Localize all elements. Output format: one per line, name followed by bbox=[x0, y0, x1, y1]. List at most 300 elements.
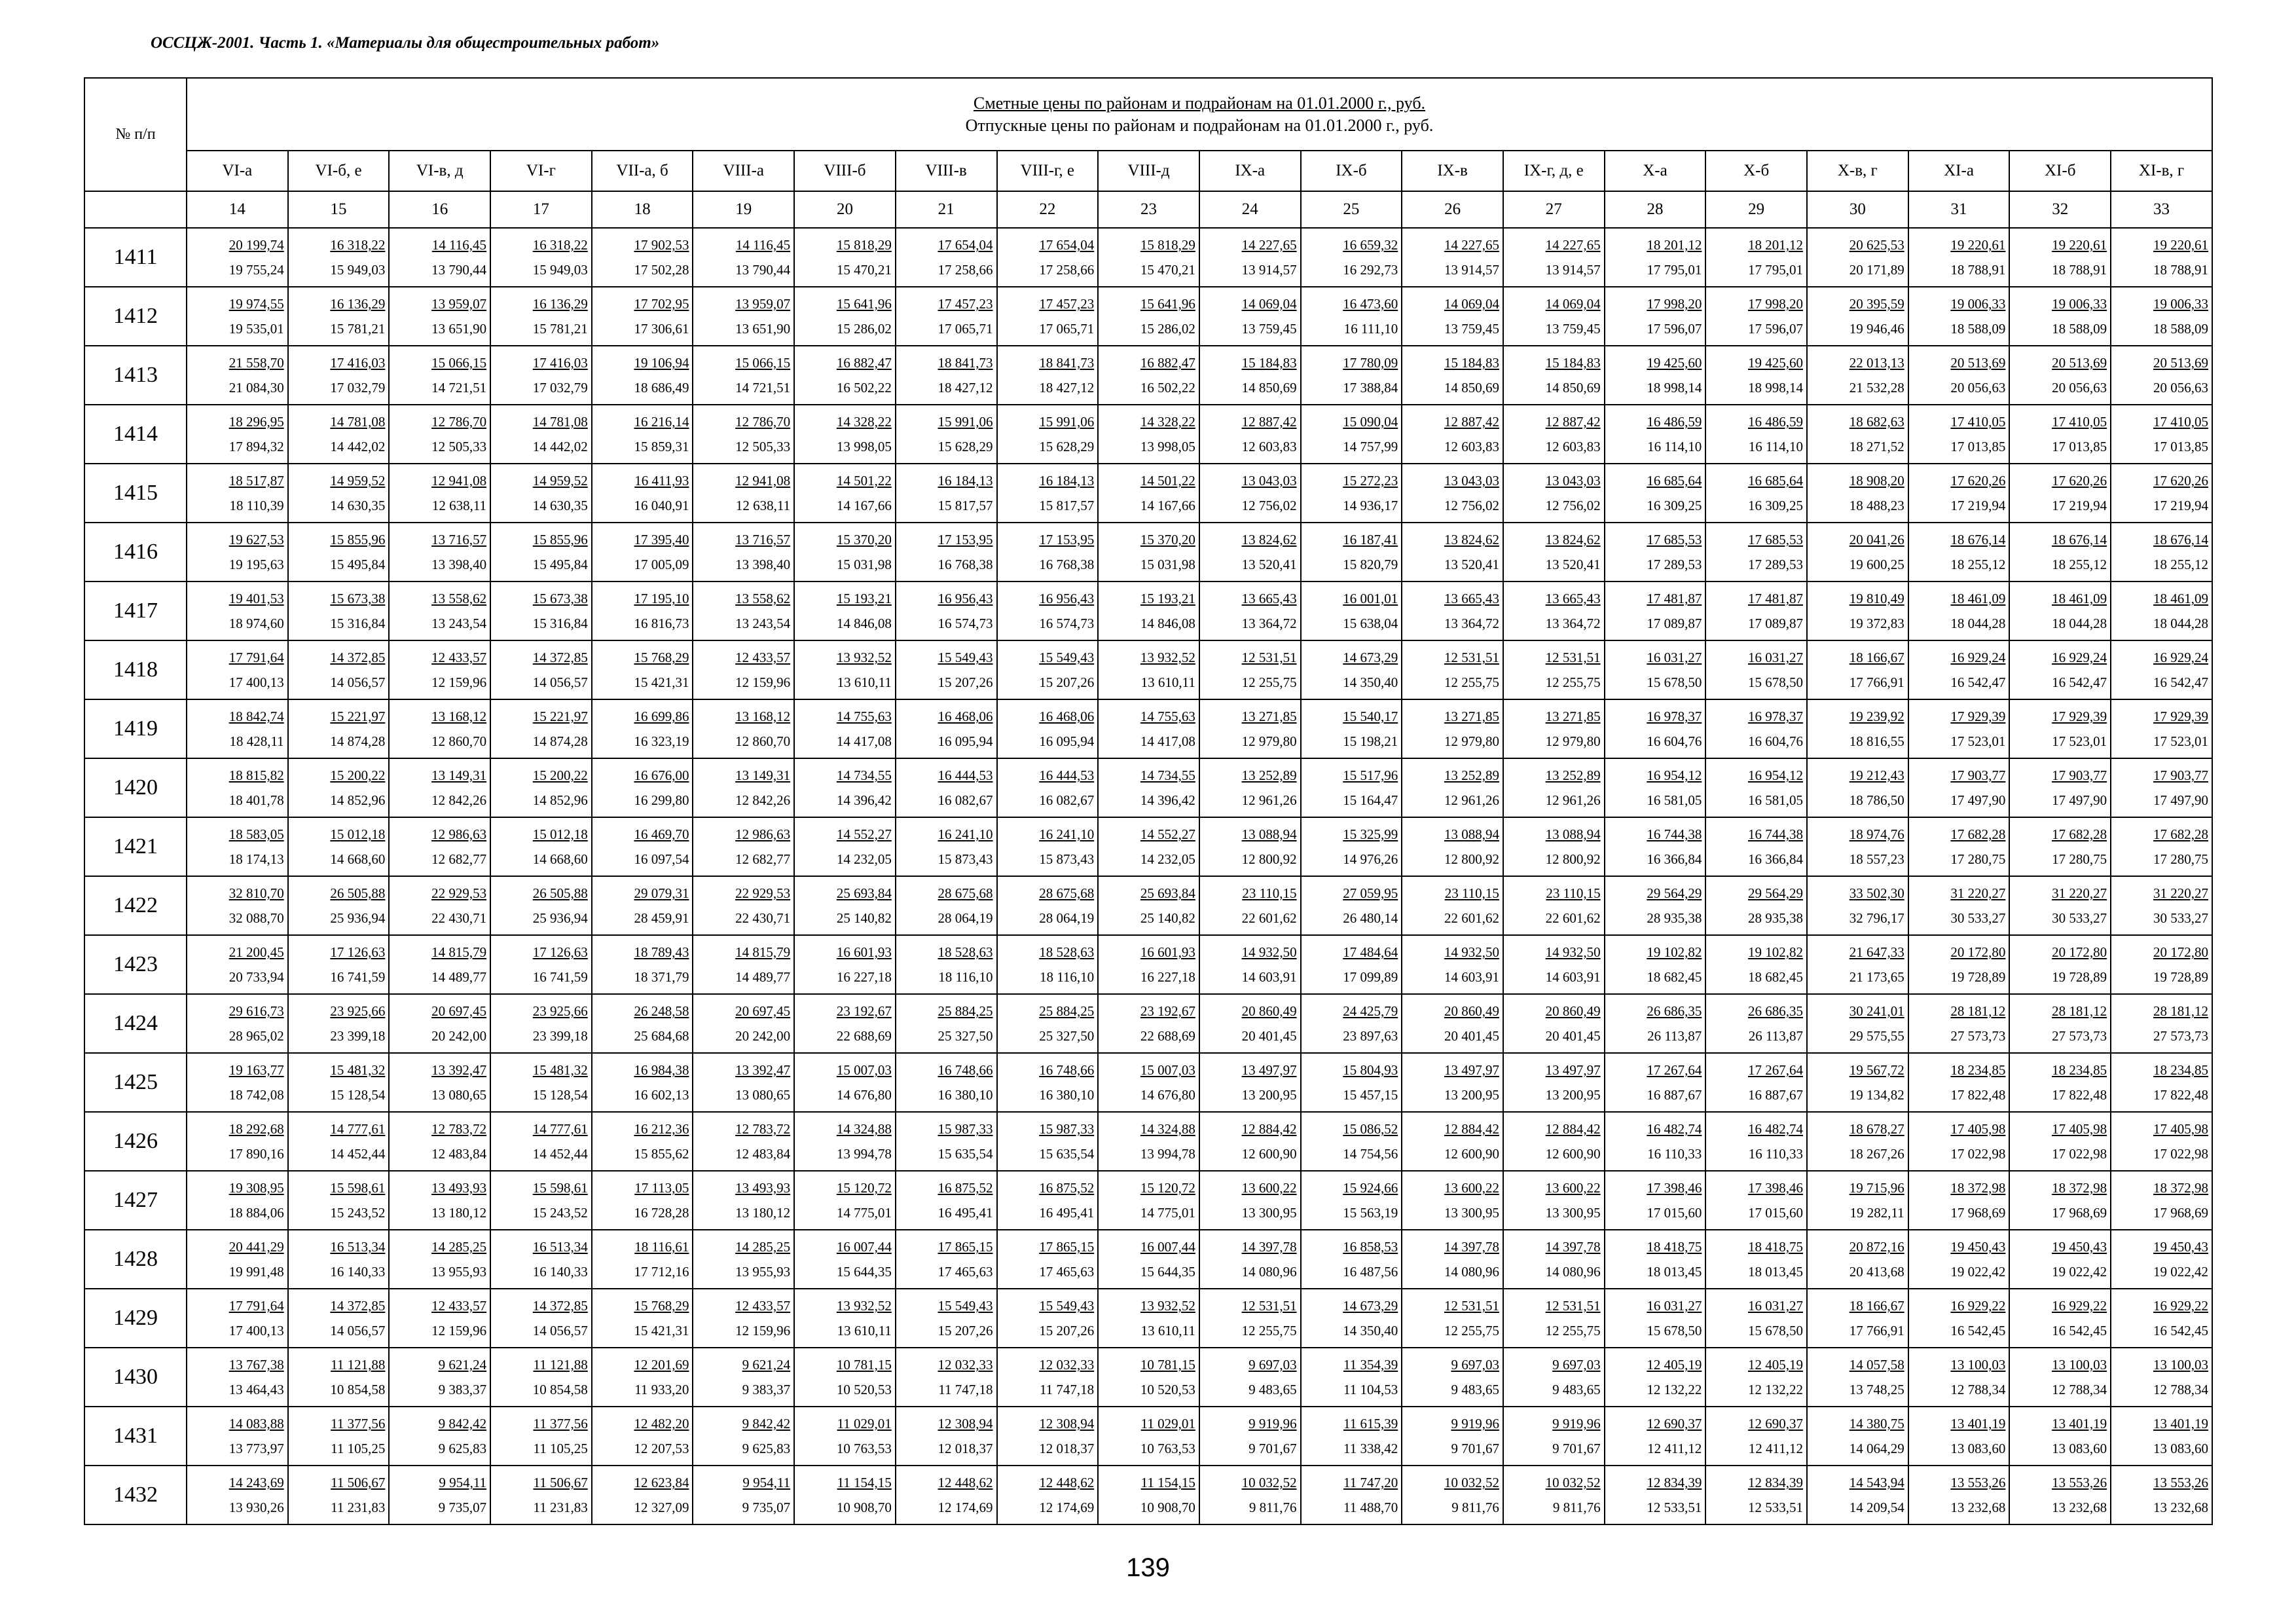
estimate-price: 14 372,85 bbox=[532, 650, 588, 665]
estimate-price: 19 106,94 bbox=[634, 355, 689, 371]
column-number: 14 bbox=[187, 191, 288, 228]
price-cell bbox=[1908, 1171, 2010, 1230]
estimate-price: 13 392,47 bbox=[431, 1062, 487, 1078]
price-cell bbox=[896, 287, 997, 346]
release-price: 30 533,27 bbox=[1950, 910, 2006, 926]
estimate-price: 17 791,64 bbox=[228, 650, 284, 665]
release-price: 14 721,51 bbox=[431, 380, 487, 396]
estimate-price: 18 908,20 bbox=[1849, 473, 1904, 489]
estimate-price: 17 410,05 bbox=[2153, 414, 2208, 430]
price-cell bbox=[592, 1230, 693, 1289]
release-price: 16 768,38 bbox=[938, 557, 993, 572]
estimate-price: 18 418,75 bbox=[1647, 1239, 1702, 1255]
release-price: 16 323,19 bbox=[634, 733, 689, 749]
release-price: 25 936,94 bbox=[532, 910, 588, 926]
price-cell bbox=[1402, 699, 1503, 758]
zone-header: IX-г, д, е bbox=[1503, 151, 1605, 191]
price-cell bbox=[288, 1407, 390, 1466]
release-price: 14 056,57 bbox=[532, 1323, 588, 1338]
estimate-price: 17 791,64 bbox=[228, 1298, 284, 1314]
price-cell bbox=[389, 581, 490, 640]
estimate-price: 17 126,63 bbox=[330, 944, 386, 960]
price-cell bbox=[1503, 817, 1605, 876]
estimate-price: 15 818,29 bbox=[836, 237, 892, 253]
price-cell bbox=[1402, 346, 1503, 405]
release-price: 12 788,34 bbox=[1950, 1382, 2006, 1397]
estimate-price: 19 627,53 bbox=[228, 532, 284, 547]
release-price: 12 159,96 bbox=[431, 1323, 487, 1338]
release-price: 9 483,65 bbox=[1451, 1382, 1499, 1397]
estimate-price: 17 780,09 bbox=[1343, 355, 1398, 371]
estimate-price: 16 031,27 bbox=[1748, 1298, 1803, 1314]
price-cell bbox=[2009, 1112, 2111, 1171]
price-cell bbox=[1199, 1171, 1301, 1230]
estimate-price: 17 929,39 bbox=[1950, 709, 2006, 724]
running-header: ОССЦЖ-2001. Часть 1. «Материалы для общестроительных работ» bbox=[151, 34, 660, 52]
release-price: 14 874,28 bbox=[330, 733, 386, 749]
price-cell bbox=[1402, 464, 1503, 523]
release-price: 15 678,50 bbox=[1647, 674, 1702, 690]
estimate-price: 15 987,33 bbox=[1039, 1121, 1095, 1137]
price-cell bbox=[896, 581, 997, 640]
estimate-price: 12 032,33 bbox=[1039, 1357, 1095, 1373]
price-cell bbox=[2111, 1466, 2212, 1524]
estimate-price: 25 693,84 bbox=[836, 885, 892, 901]
table-row bbox=[84, 817, 2212, 876]
price-cell bbox=[490, 1466, 592, 1524]
estimate-price: 13 088,94 bbox=[1545, 826, 1601, 842]
release-price: 12 255,75 bbox=[1241, 1323, 1297, 1338]
estimate-price: 25 693,84 bbox=[1140, 885, 1195, 901]
estimate-price: 18 372,98 bbox=[1950, 1180, 2006, 1196]
release-price: 19 372,83 bbox=[1849, 616, 1904, 631]
price-cell bbox=[896, 1407, 997, 1466]
estimate-price: 16 929,22 bbox=[1950, 1298, 2006, 1314]
price-cell bbox=[1807, 523, 1908, 581]
row-id: 1421 bbox=[84, 817, 187, 876]
release-price: 13 994,78 bbox=[1140, 1146, 1195, 1162]
row-id: 1416 bbox=[84, 523, 187, 581]
release-price: 15 243,52 bbox=[330, 1205, 386, 1221]
price-cell bbox=[1301, 699, 1402, 758]
estimate-price: 14 227,65 bbox=[1241, 237, 1297, 253]
price-cell bbox=[1705, 699, 1807, 758]
release-price: 12 603,83 bbox=[1241, 439, 1297, 454]
price-cell bbox=[1503, 699, 1605, 758]
price-cell bbox=[187, 464, 288, 523]
price-cell bbox=[794, 523, 896, 581]
release-price: 16 542,47 bbox=[1950, 674, 2006, 690]
estimate-price: 18 234,85 bbox=[1950, 1062, 2006, 1078]
release-price: 17 280,75 bbox=[1950, 851, 2006, 867]
price-cell bbox=[1402, 1289, 1503, 1348]
estimate-price: 17 682,28 bbox=[2153, 826, 2208, 842]
release-price: 16 095,94 bbox=[938, 733, 993, 749]
price-cell bbox=[794, 640, 896, 699]
release-price: 18 174,13 bbox=[228, 851, 284, 867]
price-cell bbox=[187, 1348, 288, 1407]
estimate-price-title: Сметные цены по районам и подрайонам на 01.01.2000 г., руб. bbox=[973, 93, 1426, 113]
release-price: 15 859,31 bbox=[634, 439, 689, 454]
price-cell bbox=[490, 994, 592, 1053]
estimate-price: 17 998,20 bbox=[1748, 296, 1803, 312]
release-price: 17 968,69 bbox=[2153, 1205, 2208, 1221]
estimate-price: 16 929,24 bbox=[2052, 650, 2107, 665]
release-price: 16 380,10 bbox=[938, 1087, 993, 1103]
release-price: 18 013,45 bbox=[1647, 1264, 1702, 1280]
price-cell bbox=[693, 1112, 794, 1171]
price-cell bbox=[187, 228, 288, 287]
price-cell bbox=[1098, 1348, 1199, 1407]
release-price: 17 015,60 bbox=[1647, 1205, 1702, 1221]
estimate-price: 18 461,09 bbox=[2052, 591, 2107, 606]
estimate-price: 20 697,45 bbox=[431, 1003, 487, 1019]
release-price: 12 682,77 bbox=[735, 851, 791, 867]
release-price: 12 860,70 bbox=[735, 733, 791, 749]
table-row bbox=[84, 1053, 2212, 1112]
price-cell bbox=[592, 228, 693, 287]
estimate-price: 17 682,28 bbox=[1950, 826, 2006, 842]
release-price: 16 542,47 bbox=[2153, 674, 2208, 690]
release-price: 19 282,11 bbox=[1850, 1205, 1904, 1221]
estimate-price: 20 697,45 bbox=[735, 1003, 791, 1019]
release-price: 15 781,21 bbox=[532, 321, 588, 337]
release-price: 18 788,91 bbox=[1950, 262, 2006, 278]
release-price: 20 733,94 bbox=[228, 969, 284, 985]
estimate-price: 12 941,08 bbox=[735, 473, 791, 489]
price-cell bbox=[693, 287, 794, 346]
release-price: 15 628,29 bbox=[938, 439, 993, 454]
price-cell bbox=[592, 935, 693, 994]
price-cell bbox=[997, 876, 1099, 935]
release-price: 10 520,53 bbox=[836, 1382, 892, 1397]
release-price: 12 788,34 bbox=[2052, 1382, 2107, 1397]
release-price: 16 292,73 bbox=[1343, 262, 1398, 278]
release-price: 14 167,66 bbox=[1140, 498, 1195, 513]
price-cell bbox=[1199, 581, 1301, 640]
estimate-price: 14 552,27 bbox=[836, 826, 892, 842]
price-cell bbox=[389, 758, 490, 817]
price-cell bbox=[1908, 1407, 2010, 1466]
release-price: 14 852,96 bbox=[532, 792, 588, 808]
release-price: 14 668,60 bbox=[532, 851, 588, 867]
estimate-price: 12 531,51 bbox=[1545, 1298, 1601, 1314]
release-price: 19 134,82 bbox=[1849, 1087, 1904, 1103]
release-price: 18 682,45 bbox=[1647, 969, 1702, 985]
price-cell bbox=[1402, 758, 1503, 817]
estimate-price: 14 324,88 bbox=[1140, 1121, 1195, 1137]
estimate-price: 29 564,29 bbox=[1647, 885, 1702, 901]
estimate-price: 21 558,70 bbox=[228, 355, 284, 371]
estimate-price: 14 243,69 bbox=[228, 1475, 284, 1490]
price-cell bbox=[592, 640, 693, 699]
release-price: 18 788,91 bbox=[2052, 262, 2107, 278]
table-row bbox=[84, 228, 2212, 287]
price-cell bbox=[794, 935, 896, 994]
price-cell bbox=[1605, 287, 1706, 346]
price-cell bbox=[1503, 228, 1605, 287]
release-price: 13 180,12 bbox=[735, 1205, 791, 1221]
price-cell bbox=[1503, 758, 1605, 817]
price-cell bbox=[1605, 640, 1706, 699]
release-price: 30 533,27 bbox=[2052, 910, 2107, 926]
release-price: 11 747,18 bbox=[938, 1382, 993, 1397]
release-price: 13 364,72 bbox=[1444, 616, 1499, 631]
price-cell bbox=[2111, 405, 2212, 464]
estimate-price: 16 882,47 bbox=[836, 355, 892, 371]
estimate-price: 13 149,31 bbox=[431, 767, 487, 783]
estimate-price: 17 195,10 bbox=[634, 591, 689, 606]
estimate-price: 13 043,03 bbox=[1545, 473, 1601, 489]
row-id: 1420 bbox=[84, 758, 187, 817]
release-price: 12 842,26 bbox=[735, 792, 791, 808]
estimate-price: 12 308,94 bbox=[1039, 1416, 1095, 1431]
column-number: 17 bbox=[490, 191, 592, 228]
estimate-price: 14 116,45 bbox=[735, 237, 791, 253]
release-price: 13 998,05 bbox=[836, 439, 892, 454]
price-cell bbox=[1705, 581, 1807, 640]
price-cell bbox=[1098, 876, 1199, 935]
release-price: 20 401,45 bbox=[1545, 1028, 1601, 1044]
price-cell bbox=[1301, 935, 1402, 994]
price-cell bbox=[1402, 287, 1503, 346]
release-price: 10 763,53 bbox=[1140, 1441, 1195, 1456]
release-price: 12 800,92 bbox=[1241, 851, 1297, 867]
column-number: 28 bbox=[1605, 191, 1706, 228]
estimate-price: 14 372,85 bbox=[532, 1298, 588, 1314]
price-cell bbox=[2009, 1053, 2111, 1112]
release-price: 17 280,75 bbox=[2153, 851, 2208, 867]
estimate-price: 13 824,62 bbox=[1241, 532, 1297, 547]
release-price: 12 255,75 bbox=[1444, 1323, 1499, 1338]
estimate-price: 19 810,49 bbox=[1849, 591, 1904, 606]
release-price: 16 602,13 bbox=[634, 1087, 689, 1103]
release-price: 13 083,60 bbox=[1950, 1441, 2006, 1456]
release-price: 16 574,73 bbox=[938, 616, 993, 631]
zone-header: VI-в, д bbox=[389, 151, 490, 191]
release-price: 17 795,01 bbox=[1748, 262, 1803, 278]
price-cell bbox=[1098, 464, 1199, 523]
price-cell bbox=[592, 405, 693, 464]
release-price: 15 128,54 bbox=[532, 1087, 588, 1103]
estimate-price: 16 136,29 bbox=[532, 296, 588, 312]
estimate-price: 16 212,36 bbox=[634, 1121, 689, 1137]
table-row bbox=[84, 1407, 2212, 1466]
price-cell bbox=[896, 1289, 997, 1348]
price-cell bbox=[2009, 699, 2111, 758]
estimate-price: 14 815,79 bbox=[735, 944, 791, 960]
estimate-price: 15 012,18 bbox=[532, 826, 588, 842]
release-price: 19 195,63 bbox=[228, 557, 284, 572]
estimate-price: 10 032,52 bbox=[1444, 1475, 1499, 1490]
price-cell bbox=[1503, 1289, 1605, 1348]
estimate-price: 15 193,21 bbox=[1140, 591, 1195, 606]
release-price: 28 935,38 bbox=[1647, 910, 1702, 926]
release-price: 10 520,53 bbox=[1140, 1382, 1195, 1397]
estimate-price: 13 149,31 bbox=[735, 767, 791, 783]
price-cell bbox=[1908, 994, 2010, 1053]
release-price: 12 756,02 bbox=[1241, 498, 1297, 513]
row-id: 1427 bbox=[84, 1171, 187, 1230]
price-cell bbox=[389, 1053, 490, 1112]
price-cell bbox=[896, 1230, 997, 1289]
estimate-price: 12 941,08 bbox=[431, 473, 487, 489]
release-price: 13 790,44 bbox=[735, 262, 791, 278]
price-cell bbox=[288, 1289, 390, 1348]
estimate-price: 14 380,75 bbox=[1849, 1416, 1904, 1431]
row-id: 1432 bbox=[84, 1466, 187, 1524]
estimate-price: 13 043,03 bbox=[1241, 473, 1297, 489]
estimate-price: 14 932,50 bbox=[1444, 944, 1499, 960]
estimate-price: 23 110,15 bbox=[1444, 885, 1499, 901]
estimate-price: 14 372,85 bbox=[330, 650, 386, 665]
price-cell bbox=[1098, 405, 1199, 464]
price-cell bbox=[1402, 1348, 1503, 1407]
estimate-price: 14 734,55 bbox=[836, 767, 892, 783]
estimate-price: 18 676,14 bbox=[2153, 532, 2208, 547]
release-price: 15 635,54 bbox=[1039, 1146, 1095, 1162]
price-cell bbox=[1908, 876, 2010, 935]
price-cell bbox=[1301, 228, 1402, 287]
price-cell bbox=[490, 1171, 592, 1230]
price-cell bbox=[896, 699, 997, 758]
estimate-price: 14 501,22 bbox=[836, 473, 892, 489]
release-price: 16 110,33 bbox=[1647, 1146, 1702, 1162]
estimate-price: 33 502,30 bbox=[1849, 885, 1904, 901]
release-price: 32 796,17 bbox=[1849, 910, 1904, 926]
price-cell bbox=[997, 1407, 1099, 1466]
estimate-price: 17 865,15 bbox=[938, 1239, 993, 1255]
row-id: 1423 bbox=[84, 935, 187, 994]
estimate-price: 12 986,63 bbox=[431, 826, 487, 842]
price-cell bbox=[1605, 581, 1706, 640]
estimate-price: 16 929,24 bbox=[1950, 650, 2006, 665]
price-cell bbox=[997, 228, 1099, 287]
estimate-price: 11 747,20 bbox=[1343, 1475, 1398, 1490]
release-price: 17 822,48 bbox=[2052, 1087, 2107, 1103]
estimate-price: 18 678,27 bbox=[1849, 1121, 1904, 1137]
price-cell bbox=[1605, 876, 1706, 935]
release-price: 17 065,71 bbox=[1039, 321, 1095, 337]
release-price: 11 338,42 bbox=[1343, 1441, 1398, 1456]
price-cell bbox=[1301, 405, 1402, 464]
price-cell bbox=[693, 1289, 794, 1348]
release-price: 14 846,08 bbox=[836, 616, 892, 631]
estimate-price: 9 919,96 bbox=[1451, 1416, 1499, 1431]
price-cell bbox=[288, 1230, 390, 1289]
price-cell bbox=[1199, 699, 1301, 758]
release-price: 16 227,18 bbox=[1140, 969, 1195, 985]
estimate-price: 13 824,62 bbox=[1545, 532, 1601, 547]
release-price: 15 638,04 bbox=[1343, 616, 1398, 631]
price-cell bbox=[187, 699, 288, 758]
release-price: 9 483,65 bbox=[1248, 1382, 1297, 1397]
release-price: 15 644,35 bbox=[836, 1264, 892, 1280]
release-price: 14 775,01 bbox=[1140, 1205, 1195, 1221]
release-price: 17 822,48 bbox=[1950, 1087, 2006, 1103]
estimate-price: 19 450,43 bbox=[2153, 1239, 2208, 1255]
price-cell bbox=[1503, 464, 1605, 523]
price-cell bbox=[592, 1407, 693, 1466]
release-price: 12 961,26 bbox=[1444, 792, 1499, 808]
estimate-price: 15 855,96 bbox=[532, 532, 588, 547]
release-price: 32 088,70 bbox=[228, 910, 284, 926]
estimate-price: 16 601,93 bbox=[836, 944, 892, 960]
release-price: 13 520,41 bbox=[1444, 557, 1499, 572]
estimate-price: 15 200,22 bbox=[532, 767, 588, 783]
release-price: 20 401,45 bbox=[1241, 1028, 1297, 1044]
zone-header: VIII-д bbox=[1098, 151, 1199, 191]
estimate-price: 26 505,88 bbox=[532, 885, 588, 901]
release-price: 17 032,79 bbox=[330, 380, 386, 396]
release-price: 14 452,44 bbox=[330, 1146, 386, 1162]
release-price: 14 417,08 bbox=[1140, 733, 1195, 749]
estimate-price: 14 755,63 bbox=[1140, 709, 1195, 724]
price-cell bbox=[794, 1171, 896, 1230]
estimate-price: 13 392,47 bbox=[735, 1062, 791, 1078]
price-cell bbox=[1301, 464, 1402, 523]
row-id: 1429 bbox=[84, 1289, 187, 1348]
estimate-price: 24 425,79 bbox=[1343, 1003, 1398, 1019]
price-cell bbox=[592, 876, 693, 935]
price-cell bbox=[1301, 994, 1402, 1053]
price-cell bbox=[1402, 876, 1503, 935]
estimate-price: 10 781,15 bbox=[1140, 1357, 1195, 1373]
page-number: 139 bbox=[1126, 1553, 1170, 1582]
estimate-price: 18 676,14 bbox=[2052, 532, 2107, 547]
release-price: 13 610,11 bbox=[1140, 674, 1195, 690]
release-price: 11 231,83 bbox=[533, 1500, 588, 1515]
estimate-price: 12 884,42 bbox=[1545, 1121, 1601, 1137]
price-cell bbox=[1807, 1289, 1908, 1348]
release-price: 18 884,06 bbox=[228, 1205, 284, 1221]
estimate-price: 9 954,11 bbox=[439, 1475, 487, 1490]
estimate-price: 13 932,52 bbox=[836, 1298, 892, 1314]
price-cell bbox=[187, 758, 288, 817]
estimate-price: 14 328,22 bbox=[1140, 414, 1195, 430]
price-cell bbox=[693, 1407, 794, 1466]
price-cell bbox=[1605, 464, 1706, 523]
price-cell bbox=[896, 523, 997, 581]
release-price: 17 022,98 bbox=[1950, 1146, 2006, 1162]
price-cell bbox=[1605, 1466, 1706, 1524]
price-cell bbox=[896, 405, 997, 464]
zone-header: XI-в, г bbox=[2111, 151, 2212, 191]
column-number: 23 bbox=[1098, 191, 1199, 228]
estimate-price: 13 600,22 bbox=[1241, 1180, 1297, 1196]
price-cell bbox=[1807, 1112, 1908, 1171]
release-price: 12 961,26 bbox=[1545, 792, 1601, 808]
release-price: 11 105,25 bbox=[533, 1441, 588, 1456]
price-cell bbox=[389, 405, 490, 464]
price-cell bbox=[2111, 1053, 2212, 1112]
price-cell bbox=[794, 464, 896, 523]
release-price: 14 630,35 bbox=[532, 498, 588, 513]
estimate-price: 14 285,25 bbox=[431, 1239, 487, 1255]
price-cell bbox=[693, 464, 794, 523]
price-cell bbox=[1705, 1230, 1807, 1289]
release-price: 13 200,95 bbox=[1241, 1087, 1297, 1103]
price-cell bbox=[1098, 640, 1199, 699]
price-cell bbox=[794, 1348, 896, 1407]
zone-header: IX-а bbox=[1199, 151, 1301, 191]
price-cell bbox=[2111, 464, 2212, 523]
estimate-price: 17 416,03 bbox=[330, 355, 386, 371]
release-price: 15 949,03 bbox=[532, 262, 588, 278]
release-price: 19 022,42 bbox=[1950, 1264, 2006, 1280]
release-price: 17 596,07 bbox=[1647, 321, 1702, 337]
estimate-price: 15 066,15 bbox=[431, 355, 487, 371]
